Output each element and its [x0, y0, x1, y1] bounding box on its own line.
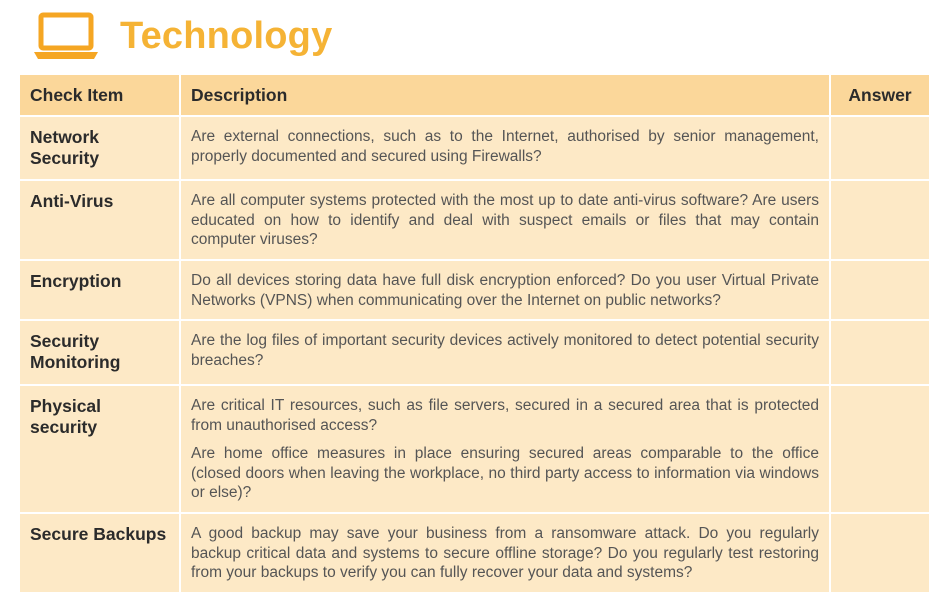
description-text: A good backup may save your business from a ransomware attack. Do you regularly backup critical data and systems to secure offline storage? Do you regularly test restoring from your backups to verify you can fully recover your data and systems?	[191, 525, 819, 581]
check-item-cell: Network Security	[19, 116, 180, 180]
checklist-table	[18, 73, 931, 594]
table-row	[19, 513, 930, 593]
description-cell	[180, 513, 830, 593]
answer-cell[interactable]	[830, 513, 930, 593]
table-row	[19, 180, 930, 260]
page-header	[32, 8, 332, 64]
check-item-cell: Encryption	[19, 260, 180, 320]
description-text: Are home office measures in place ensuring secured areas comparable to the office (closed doors when leaving the workplace, no third party access to information via windows or else)?	[191, 445, 819, 501]
description-cell	[180, 385, 830, 513]
page-title: Technology	[120, 14, 333, 57]
check-item-cell: Anti-Virus	[19, 180, 180, 260]
description-text: Do all devices storing data have full disk encryption enforced? Do you user Virtual Private Networks (VPNS) when communicating over the Internet on public networks?	[191, 272, 819, 309]
description-cell	[180, 116, 830, 180]
description-cell	[180, 320, 830, 385]
answer-cell[interactable]	[830, 320, 930, 385]
table-header-row	[19, 74, 930, 116]
table-row	[19, 260, 930, 320]
check-item-cell: Security Monitoring	[19, 320, 180, 385]
description-text: Are critical IT resources, such as file servers, secured in a secured area that is protected from unauthorised access?	[191, 397, 819, 434]
description-text: Are all computer systems protected with the most up to date anti-virus software? Are users educated on how to identify and deal with suspect emails or files that may contain computer viruses?	[191, 192, 819, 248]
column-header-answer: Answer	[830, 74, 930, 116]
description-text: Are the log files of important security devices actively monitored to detect potential security breaches?	[191, 332, 819, 369]
column-header-check-item: Check Item	[19, 74, 180, 116]
description-text: Are external connections, such as to the Internet, authorised by senior management, properly documented and secured using Firewalls?	[191, 128, 819, 165]
laptop-icon	[32, 12, 100, 60]
check-item-cell: Secure Backups	[19, 513, 180, 593]
answer-cell[interactable]	[830, 260, 930, 320]
column-header-description: Description	[180, 74, 830, 116]
table-row	[19, 385, 930, 513]
table-row	[19, 116, 930, 180]
table-row	[19, 320, 930, 385]
description-cell	[180, 180, 830, 260]
answer-cell[interactable]	[830, 385, 930, 513]
description-cell	[180, 260, 830, 320]
check-item-cell: Physical security	[19, 385, 180, 513]
answer-cell[interactable]	[830, 180, 930, 260]
answer-cell[interactable]	[830, 116, 930, 180]
